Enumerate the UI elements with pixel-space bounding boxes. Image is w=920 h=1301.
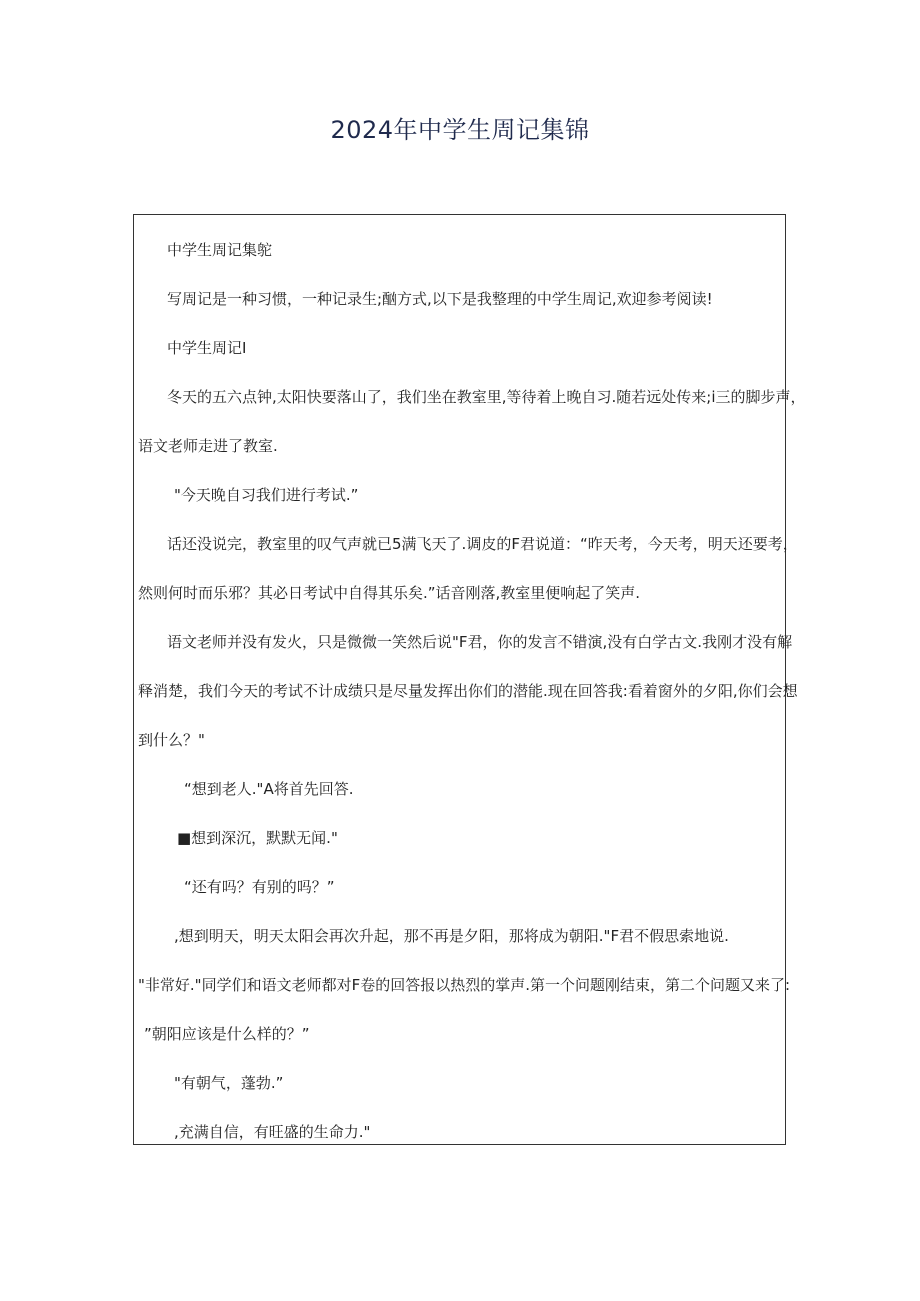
text-line-5: 语文老师走进了教室. — [138, 437, 278, 455]
document-title: 2024年中学生周记集锦 — [330, 116, 590, 144]
text-line-18: "有朝气，蓬勃.” — [174, 1074, 284, 1092]
text-line-4: 冬天的五六点钟,太阳快要落山了，我们坐在教室里,等待着上晚自习.随若远处传来;i三的脚步声， — [167, 388, 806, 406]
content-frame — [133, 214, 806, 1145]
text-line-7: 话还没说完，教室里的叹气声就已5满飞天了.调皮的F君说道：“昨天考，今天考，明天还要考， — [167, 535, 798, 553]
text-line-19: ,充满自信，有旺盛的生命力." — [174, 1123, 371, 1141]
text-line-15: ,想到明天，明天太阳会再次升起，那不再是夕阳，那将成为朝阳."F君不假思索地说. — [174, 927, 729, 945]
text-line-8: 然则何时而乐邪？其必日考试中自得其乐矣.”话音刚落,教室里便响起了笑声. — [138, 584, 641, 602]
text-line-6: "今天晚自习我们进行考试.” — [174, 486, 359, 504]
text-line-1: 中学生周记集鸵 — [167, 241, 273, 259]
text-line-3: 中学生周记I — [167, 339, 247, 357]
text-line-17: ”朝阳应该是什么样的？” — [144, 1025, 310, 1043]
text-line-12: “想到老人."A将首先回答. — [184, 780, 354, 798]
text-line-13: ■想到深沉，默默无闻." — [177, 829, 338, 847]
text-line-16: "非常好."同学们和语文老师都对F卷的回答报以热烈的掌声.第一个问题刚结束，第二个问题又来了: — [138, 976, 791, 994]
text-line-10: 释消楚，我们今天的考试不计成绩只是尽量发挥出你们的潜能.现在回答我:看着窗外的夕阳,你们会想 — [138, 682, 798, 700]
text-line-11: 到什么？" — [138, 731, 205, 749]
text-line-14: “还有吗？有别的吗？” — [184, 878, 335, 896]
text-line-2: 写周记是一种习惯，一种记录生;酗方式,以下是我整理的中学生周记,欢迎参考阅读! — [167, 290, 713, 308]
text-line-9: 语文老师并没有发火，只是微微一笑然后说"F君，你的发言不错演,没有白学古文.我刚才没有解 — [167, 633, 793, 651]
